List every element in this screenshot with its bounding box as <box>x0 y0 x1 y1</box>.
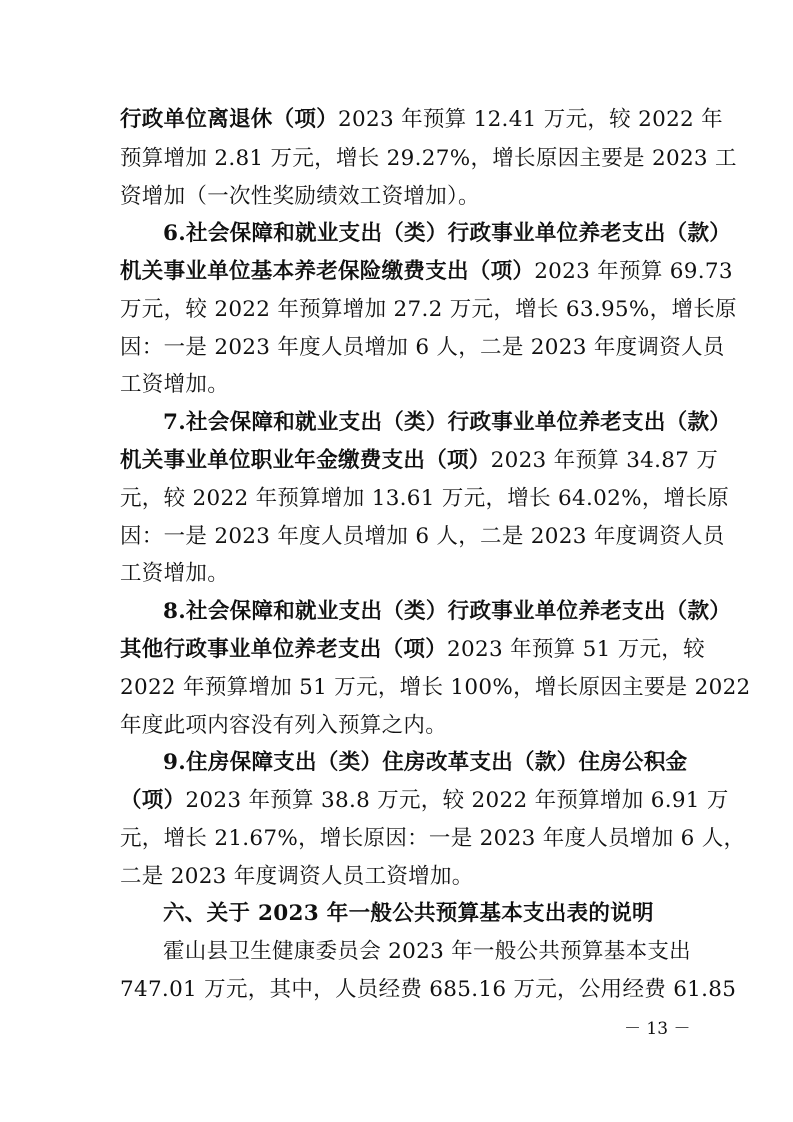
item-text: 元，增长 21.67%，增长原因：一是 2023 年度人员增加 6 人， <box>120 826 746 851</box>
item-heading: 6.社会保障和就业支出（类）行政事业单位养老支出（款） <box>163 221 732 246</box>
text-line <box>120 824 745 854</box>
item-text: 因：一是 2023 年度人员增加 6 人，二是 2023 年度调资人员 <box>120 524 725 549</box>
item-heading: 机关事业单位基本养老保险缴费支出（项） <box>120 259 535 284</box>
text-line <box>120 105 723 135</box>
item-text: 工资增加。 <box>120 561 230 586</box>
text-line <box>120 522 725 552</box>
item-heading: 行政单位离退休（项） <box>120 107 339 132</box>
item-text: 年度此项内容没有列入预算之内。 <box>120 713 448 738</box>
item-heading: 7.社会保障和就业支出（类）行政事业单位养老支出（款） <box>163 410 732 435</box>
text-line <box>120 862 474 892</box>
item-text: 2023 年预算 34.87 万 <box>490 448 719 473</box>
item-text: 预算增加 2.81 万元，增长 29.27%，增长原因主要是 2023 工 <box>120 146 737 171</box>
text-line <box>120 144 737 174</box>
text-line <box>120 182 480 212</box>
item-text: 二是 2023 年度调资人员工资增加。 <box>120 864 474 889</box>
item-text: 元，较 2022 年预算增加 13.61 万元，增长 64.02%，增长原 <box>120 486 730 511</box>
text-line <box>120 711 447 741</box>
text-line <box>120 975 736 1005</box>
item-text: 2023 年预算 38.8 万元，较 2022 年预算增加 6.91 万 <box>185 788 729 813</box>
item-heading: 机关事业单位职业年金缴费支出（项） <box>120 448 491 473</box>
item-text: 霍山县卫生健康委员会 2023 年一般公共预算基本支出 <box>163 939 691 964</box>
text-line <box>120 370 229 400</box>
item-text: 因：一是 2023 年度人员增加 6 人，二是 2023 年度调资人员 <box>120 335 725 360</box>
text-line <box>120 295 737 325</box>
item-heading: 8.社会保障和就业支出（类）行政事业单位养老支出（款） <box>163 599 732 624</box>
item-heading: （项） <box>120 788 186 813</box>
text-line <box>120 446 718 476</box>
item-text: 2022 年预算增加 51 万元，增长 100%，增长原因主要是 2022 <box>120 675 751 700</box>
page-number: － 13 － <box>624 1019 691 1039</box>
item-text: 747.01 万元，其中，人员经费 685.16 万元，公用经费 61.85 <box>120 977 737 1002</box>
text-line <box>120 484 729 514</box>
item-text: 2023 年预算 69.73 <box>534 259 733 284</box>
item-heading: 其他行政事业单位养老支出（项） <box>120 637 448 662</box>
item-text: 资增加（一次性奖励绩效工资增加）。 <box>120 184 480 209</box>
item-heading: 9.住房保障支出（类）住房改革支出（款）住房公积金 <box>163 750 688 775</box>
text-line <box>120 635 705 665</box>
text-line <box>163 937 691 967</box>
item-text: 2023 年预算 51 万元，较 <box>447 637 705 662</box>
text-line <box>120 786 729 816</box>
text-line <box>120 257 733 287</box>
text-line <box>120 559 229 589</box>
item-text: 2023 年预算 12.41 万元，较 2022 年 <box>338 107 723 132</box>
text-line <box>120 673 751 703</box>
text-line <box>120 333 725 363</box>
item-text: 万元，较 2022 年预算增加 27.2 万元，增长 63.95%，增长原 <box>120 297 737 322</box>
item-text: 工资增加。 <box>120 372 230 397</box>
section-heading: 六、关于 2023 年一般公共预算基本支出表的说明 <box>163 901 654 926</box>
